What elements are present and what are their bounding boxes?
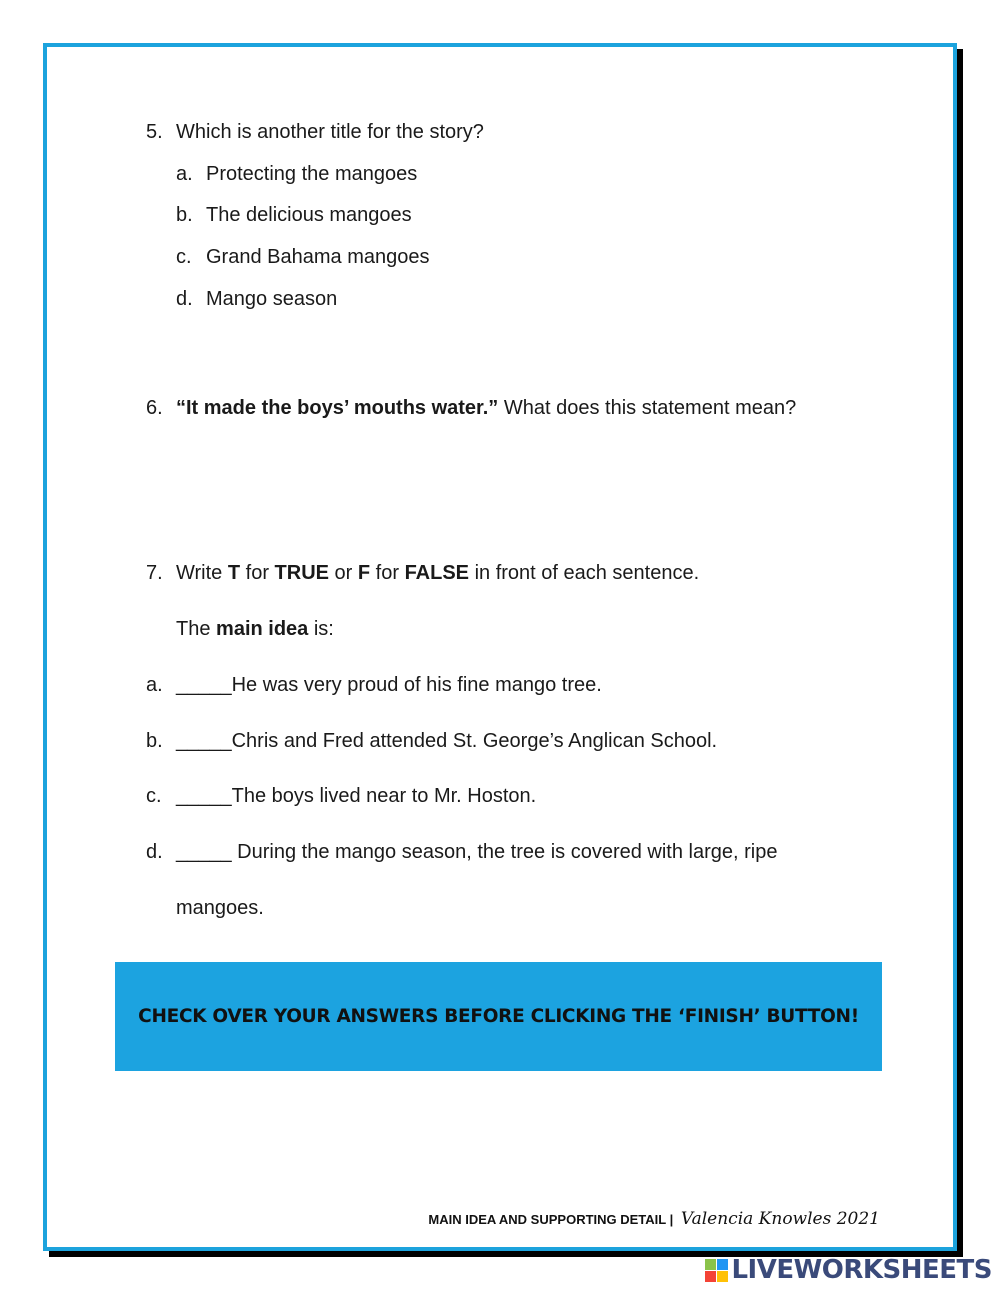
author-signature: Valencia Knowles 2021	[680, 1209, 880, 1229]
statement-letter: d.	[146, 841, 163, 863]
option-text: Mango season	[206, 288, 338, 310]
statement-text: _____Chris and Fred attended St. George’s Anglican School.	[176, 730, 718, 752]
statement-text: mangoes.	[176, 897, 264, 919]
option-text: The delicious mangoes	[206, 204, 412, 226]
logo-block	[705, 1271, 716, 1282]
statement-d-continuation	[0, 896, 1000, 920]
option-c[interactable]	[0, 245, 1000, 269]
text-part: Write	[176, 562, 228, 584]
option-letter: a.	[176, 163, 193, 185]
logo-block	[717, 1259, 728, 1270]
subheading-text	[176, 617, 334, 641]
text-part: for	[370, 562, 405, 584]
statement-text: _____He was very proud of his fine mango tree.	[176, 674, 602, 696]
text-bold: main idea	[216, 618, 309, 640]
question-prompt: What does this statement mean?	[498, 397, 797, 419]
option-a[interactable]	[0, 162, 1000, 186]
reminder-banner	[115, 962, 882, 1071]
reminder-text: CHECK OVER YOUR ANSWERS BEFORE CLICKING THE ‘FINISH’ BUTTON!	[138, 1006, 859, 1027]
statement-b[interactable]	[0, 729, 1000, 753]
question-text: Which is another title for the story?	[176, 121, 484, 143]
option-text: Grand Bahama mangoes	[206, 246, 430, 268]
logo-text: LIVEWORKSHEETS	[731, 1255, 992, 1285]
text-bold: F	[357, 562, 371, 584]
statement-letter: b.	[146, 730, 163, 752]
option-b[interactable]	[0, 203, 1000, 227]
question-number: 5.	[146, 121, 163, 143]
liveworksheets-logo[interactable]	[705, 1255, 992, 1285]
question-7-subheading	[0, 617, 1000, 641]
text-part: is:	[308, 618, 334, 640]
question-text	[176, 396, 796, 420]
statement-text: _____ During the mango season, the tree is covered with large, ripe	[176, 841, 778, 863]
page-footer	[428, 1207, 880, 1231]
question-quote: “It made the boys’ mouths water.”	[176, 397, 499, 419]
option-letter: c.	[176, 246, 192, 268]
text-part: The	[176, 618, 217, 640]
question-5	[0, 120, 1000, 144]
statement-d[interactable]	[0, 840, 1000, 864]
text-bold: FALSE	[404, 562, 470, 584]
statement-text: _____The boys lived near to Mr. Hoston.	[176, 785, 537, 807]
statement-a[interactable]	[0, 673, 1000, 697]
option-letter: b.	[176, 204, 193, 226]
logo-block	[705, 1259, 716, 1270]
question-text	[176, 561, 699, 585]
text-bold: TRUE	[274, 562, 329, 584]
question-number: 6.	[146, 397, 163, 419]
text-bold: T	[227, 562, 241, 584]
statement-c[interactable]	[0, 784, 1000, 808]
question-number: 7.	[146, 562, 163, 584]
question-6	[0, 396, 1000, 420]
question-7	[0, 561, 1000, 585]
footer-label: MAIN IDEA AND SUPPORTING DETAIL |	[428, 1212, 674, 1227]
text-part: in front of each sentence.	[469, 562, 700, 584]
option-d[interactable]	[0, 287, 1000, 311]
option-text: Protecting the mangoes	[206, 163, 418, 185]
text-part: for	[240, 562, 275, 584]
logo-block	[717, 1271, 728, 1282]
logo-blocks-icon	[705, 1259, 728, 1282]
text-part: or	[328, 562, 358, 584]
option-letter: d.	[176, 288, 193, 310]
statement-letter: a.	[146, 674, 163, 696]
statement-letter: c.	[146, 785, 162, 807]
